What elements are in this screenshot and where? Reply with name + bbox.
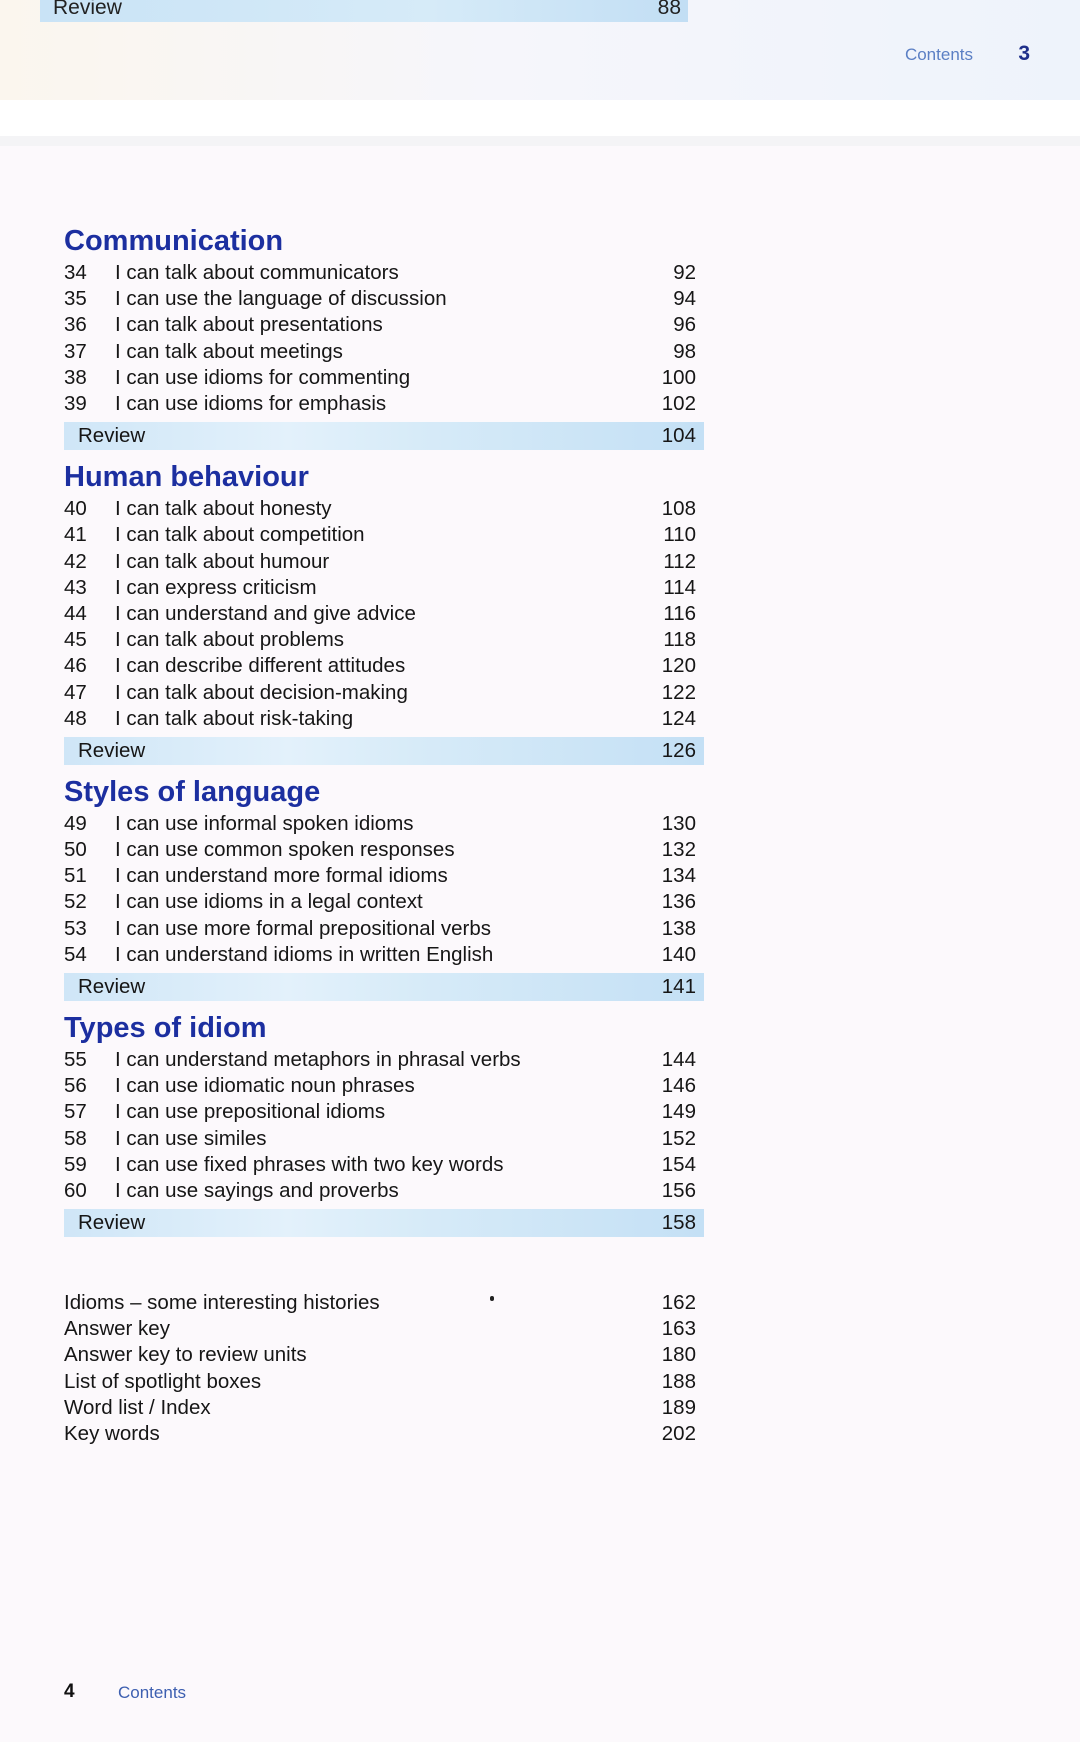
unit-title: I can understand more formal idioms bbox=[115, 864, 448, 888]
page-number: 98 bbox=[673, 339, 696, 363]
page-number: 156 bbox=[661, 1178, 696, 1202]
unit-number: 42 bbox=[64, 549, 87, 573]
entry-title: Answer key bbox=[64, 1317, 170, 1341]
toc-entry[interactable] bbox=[64, 575, 704, 601]
toc-section bbox=[64, 458, 704, 765]
unit-number: 43 bbox=[64, 575, 87, 599]
unit-number: 59 bbox=[64, 1152, 87, 1176]
toc-entry[interactable] bbox=[64, 679, 704, 705]
section-title: Communication bbox=[64, 225, 284, 257]
review-entry[interactable] bbox=[64, 422, 704, 450]
page-number: 149 bbox=[661, 1100, 696, 1124]
toc-entry[interactable] bbox=[64, 811, 704, 837]
page-number: 112 bbox=[663, 549, 696, 573]
table-of-contents bbox=[64, 222, 704, 1245]
review-entry[interactable] bbox=[64, 973, 704, 1001]
unit-number: 46 bbox=[64, 654, 87, 678]
page-number: 110 bbox=[663, 523, 696, 547]
page-number: 102 bbox=[661, 392, 696, 416]
unit-title: I can talk about problems bbox=[115, 628, 345, 652]
page-number: 94 bbox=[673, 287, 696, 311]
page-number: 114 bbox=[663, 575, 696, 599]
toc-entry[interactable] bbox=[64, 312, 704, 338]
unit-title: I can express criticism bbox=[115, 575, 317, 599]
unit-number: 49 bbox=[64, 811, 87, 835]
review-label: Review bbox=[78, 974, 146, 998]
unit-number: 48 bbox=[64, 706, 87, 730]
unit-title: I can talk about humour bbox=[115, 549, 330, 573]
review-page-number: 104 bbox=[661, 424, 696, 448]
back-matter-entry[interactable] bbox=[64, 1369, 704, 1395]
page-number: 146 bbox=[661, 1074, 696, 1098]
unit-title: I can talk about meetings bbox=[115, 339, 343, 363]
unit-title: I can use common spoken responses bbox=[115, 838, 455, 862]
toc-entry[interactable] bbox=[64, 1073, 704, 1099]
section-title: Styles of language bbox=[64, 775, 321, 808]
entry-title: List of spotlight boxes bbox=[64, 1369, 262, 1393]
unit-title: I can talk about communicators bbox=[115, 261, 399, 285]
footer-page-number: 4 bbox=[64, 1681, 75, 1702]
entry-title: Word list / Index bbox=[64, 1395, 211, 1419]
page-number: 188 bbox=[661, 1369, 696, 1393]
review-label: Review bbox=[78, 1211, 146, 1235]
section-title: Types of idiom bbox=[64, 1011, 267, 1044]
toc-section bbox=[64, 773, 704, 1001]
page-number: 163 bbox=[661, 1317, 696, 1341]
unit-number: 44 bbox=[64, 601, 87, 625]
review-page-number: 126 bbox=[661, 738, 696, 762]
page-number: 134 bbox=[661, 864, 696, 888]
page-number: 100 bbox=[661, 365, 696, 389]
unit-number: 45 bbox=[64, 628, 87, 652]
running-header-page-number: 3 bbox=[1018, 42, 1030, 65]
unit-title: I can use similes bbox=[115, 1126, 267, 1150]
unit-title: I can use sayings and proverbs bbox=[115, 1178, 399, 1202]
previous-review-bar bbox=[40, 0, 688, 22]
toc-entry[interactable] bbox=[64, 706, 704, 732]
unit-number: 53 bbox=[64, 916, 87, 940]
unit-number: 57 bbox=[64, 1100, 87, 1124]
unit-number: 47 bbox=[64, 680, 87, 704]
page-number: 130 bbox=[661, 811, 696, 835]
toc-entry[interactable] bbox=[64, 942, 704, 968]
unit-title: I can use more formal prepositional verbs bbox=[115, 916, 492, 940]
entry-title: Answer key to review units bbox=[64, 1343, 307, 1367]
unit-number: 55 bbox=[64, 1048, 87, 1072]
page-number: 132 bbox=[661, 838, 696, 862]
toc-entry[interactable] bbox=[64, 365, 704, 391]
toc-entry[interactable] bbox=[64, 1178, 704, 1204]
unit-title: I can talk about decision-making bbox=[115, 680, 408, 704]
toc-entry[interactable] bbox=[64, 496, 704, 522]
previous-review-label: Review bbox=[53, 0, 122, 19]
back-matter-list bbox=[64, 1290, 704, 1447]
back-matter-entry[interactable] bbox=[64, 1316, 704, 1342]
unit-title: I can understand idioms in written English bbox=[115, 942, 494, 966]
unit-number: 37 bbox=[64, 339, 87, 363]
unit-number: 54 bbox=[64, 942, 87, 966]
unit-title: I can use the language of discussion bbox=[115, 287, 447, 311]
page-number: 136 bbox=[661, 890, 696, 914]
unit-title: I can use informal spoken idioms bbox=[115, 811, 414, 835]
review-label: Review bbox=[78, 424, 146, 448]
unit-number: 60 bbox=[64, 1178, 87, 1202]
unit-number: 58 bbox=[64, 1126, 87, 1150]
toc-section bbox=[64, 222, 704, 450]
toc-entry[interactable] bbox=[64, 601, 704, 627]
toc-section bbox=[64, 1009, 704, 1237]
toc-entry[interactable] bbox=[64, 1152, 704, 1178]
toc-entry[interactable] bbox=[64, 286, 704, 312]
page-number: 138 bbox=[661, 916, 696, 940]
toc-entry[interactable] bbox=[64, 863, 704, 889]
page-number: 108 bbox=[661, 497, 696, 521]
page-number: 154 bbox=[661, 1152, 696, 1176]
toc-entry[interactable] bbox=[64, 1099, 704, 1125]
unit-title: I can use idiomatic noun phrases bbox=[115, 1074, 415, 1098]
unit-title: I can use fixed phrases with two key words bbox=[115, 1152, 504, 1176]
unit-title: I can talk about presentations bbox=[115, 313, 383, 337]
review-entry[interactable] bbox=[64, 1209, 704, 1237]
back-matter-entry[interactable] bbox=[64, 1290, 704, 1316]
unit-number: 34 bbox=[64, 261, 87, 285]
unit-title: I can understand and give advice bbox=[115, 601, 416, 625]
page-number: 116 bbox=[663, 601, 696, 625]
unit-title: I can understand metaphors in phrasal verbs bbox=[115, 1048, 521, 1072]
review-page-number: 158 bbox=[661, 1211, 696, 1235]
previous-review-page: 88 bbox=[657, 0, 681, 19]
page-number: 124 bbox=[661, 706, 696, 730]
review-entry[interactable] bbox=[64, 737, 704, 765]
unit-number: 36 bbox=[64, 313, 87, 337]
toc-entry[interactable] bbox=[64, 391, 704, 417]
unit-title: I can describe different attitudes bbox=[115, 654, 406, 678]
unit-number: 35 bbox=[64, 287, 87, 311]
unit-number: 40 bbox=[64, 497, 87, 521]
stray-mark bbox=[490, 1296, 494, 1301]
toc-entry[interactable] bbox=[64, 653, 704, 679]
unit-number: 50 bbox=[64, 838, 87, 862]
previous-page-strip bbox=[0, 0, 1080, 100]
page-number: 162 bbox=[661, 1291, 696, 1315]
unit-number: 56 bbox=[64, 1074, 87, 1098]
page-gap bbox=[0, 100, 1080, 140]
toc-entry[interactable] bbox=[64, 549, 704, 575]
toc-entry[interactable] bbox=[64, 627, 704, 653]
toc-entry[interactable] bbox=[64, 522, 704, 548]
page-number: 140 bbox=[661, 942, 696, 966]
unit-number: 39 bbox=[64, 392, 87, 416]
unit-number: 38 bbox=[64, 365, 87, 389]
entry-title: Key words bbox=[64, 1422, 160, 1446]
unit-title: I can use idioms for emphasis bbox=[115, 392, 387, 416]
footer-contents-label: Contents bbox=[118, 1683, 187, 1702]
back-matter-entry[interactable] bbox=[64, 1342, 704, 1368]
page-number: 122 bbox=[661, 680, 696, 704]
page-number: 189 bbox=[661, 1395, 696, 1419]
toc-entry[interactable] bbox=[64, 916, 704, 942]
section-title: Human behaviour bbox=[64, 461, 309, 494]
review-label: Review bbox=[78, 738, 146, 762]
toc-entry[interactable] bbox=[64, 1126, 704, 1152]
page-number: 120 bbox=[661, 654, 696, 678]
page-number: 144 bbox=[661, 1048, 696, 1072]
unit-title: I can talk about risk-taking bbox=[115, 706, 354, 730]
page-number: 92 bbox=[673, 261, 696, 285]
toc-entry[interactable] bbox=[64, 1047, 704, 1073]
page-number: 118 bbox=[663, 628, 696, 652]
page-number: 96 bbox=[673, 313, 696, 337]
page-number: 202 bbox=[661, 1422, 696, 1446]
unit-number: 52 bbox=[64, 890, 87, 914]
toc-entry[interactable] bbox=[64, 837, 704, 863]
entry-title: Idioms – some interesting histories bbox=[64, 1291, 380, 1315]
review-page-number: 141 bbox=[661, 974, 696, 998]
running-header-contents: Contents bbox=[904, 45, 973, 64]
unit-title: I can use idioms in a legal context bbox=[115, 890, 423, 914]
unit-number: 41 bbox=[64, 523, 87, 547]
page-number: 152 bbox=[661, 1126, 696, 1150]
back-matter-entry[interactable] bbox=[64, 1421, 704, 1447]
toc-entry[interactable] bbox=[64, 260, 704, 286]
page-number: 180 bbox=[661, 1343, 696, 1367]
unit-number: 51 bbox=[64, 864, 87, 888]
page-divider bbox=[0, 136, 1080, 146]
toc-entry[interactable] bbox=[64, 339, 704, 365]
unit-title: I can use prepositional idioms bbox=[115, 1100, 386, 1124]
unit-title: I can talk about honesty bbox=[115, 497, 332, 521]
unit-title: I can use idioms for commenting bbox=[115, 365, 411, 389]
back-matter-entry[interactable] bbox=[64, 1395, 704, 1421]
unit-title: I can talk about competition bbox=[115, 523, 365, 547]
toc-entry[interactable] bbox=[64, 889, 704, 915]
